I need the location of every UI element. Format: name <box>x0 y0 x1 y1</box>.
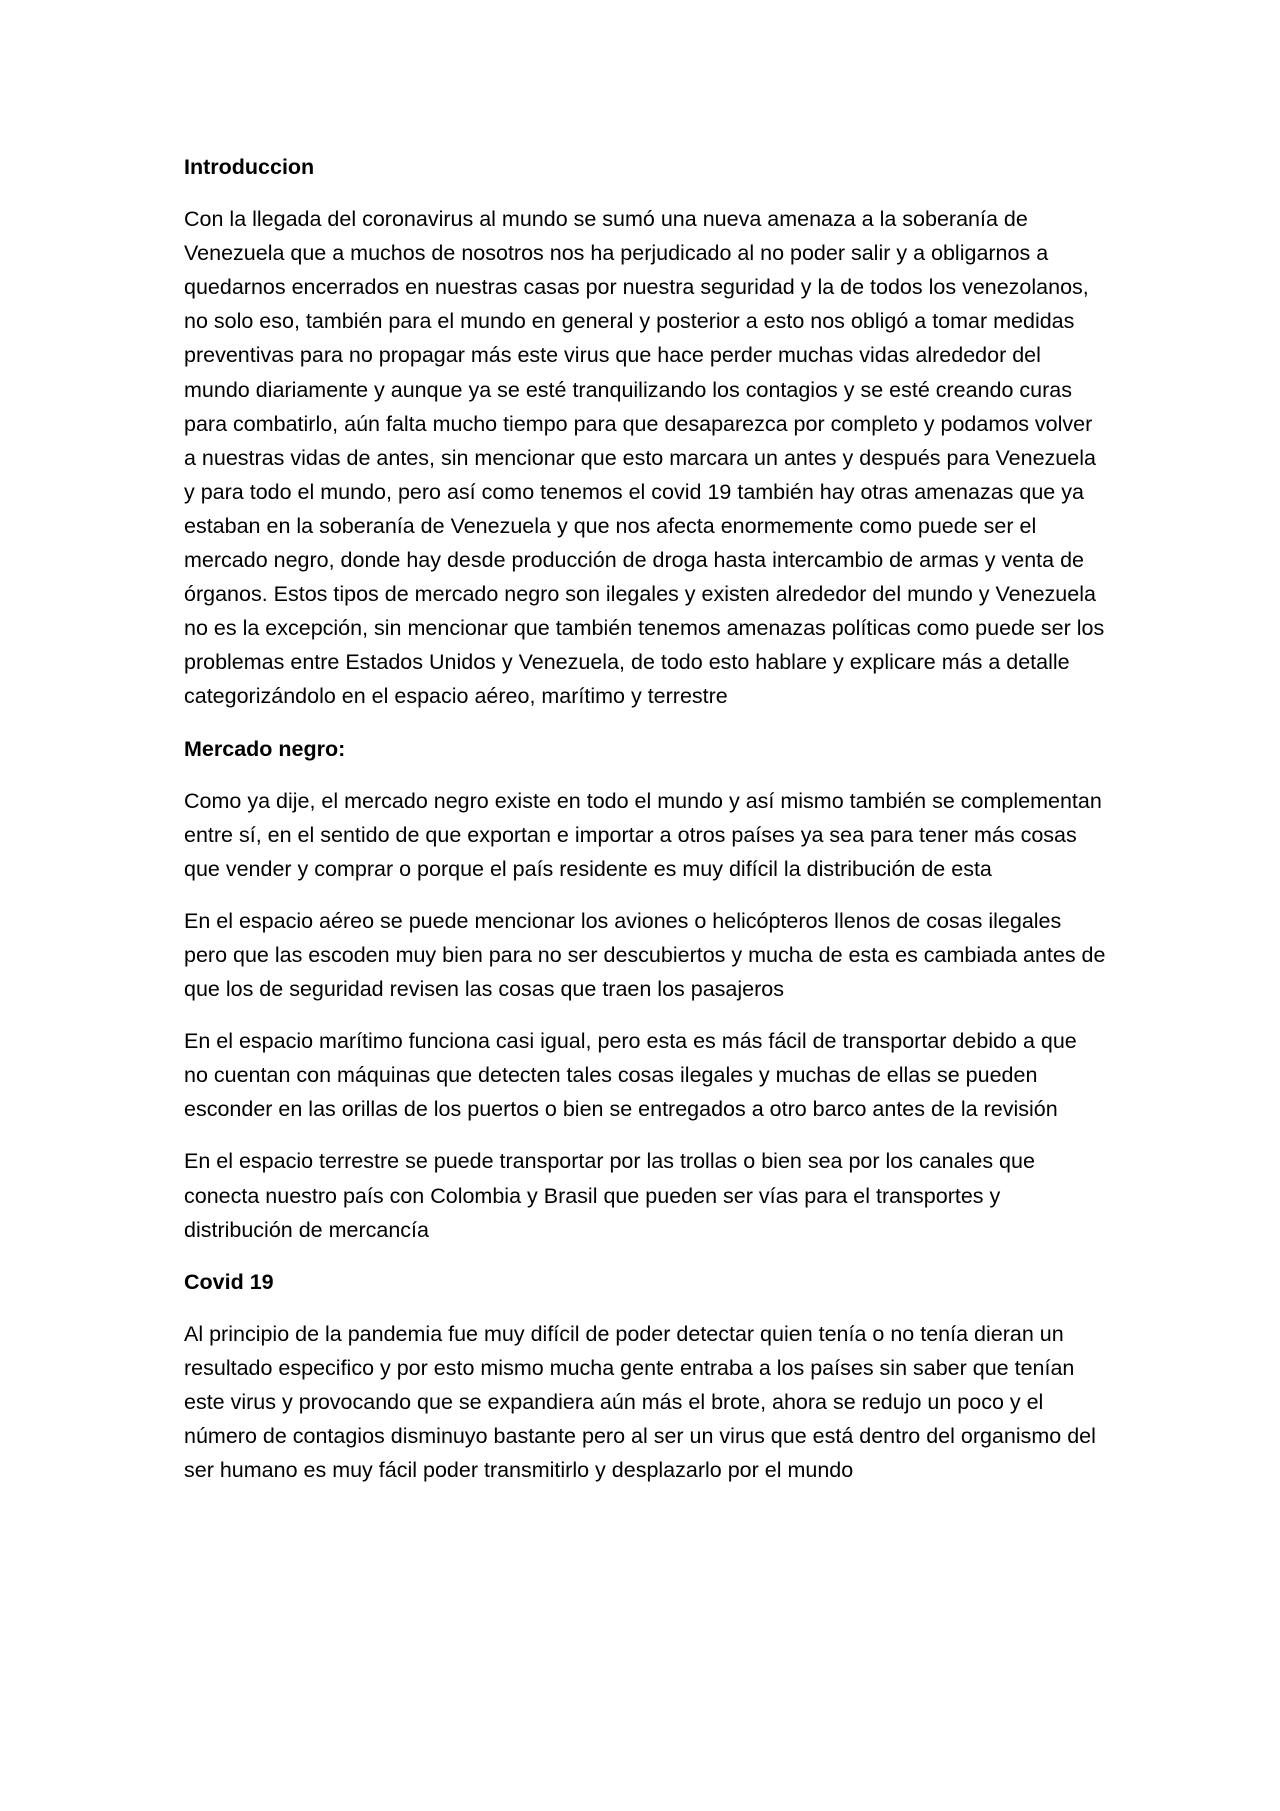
paragraph-espacio-terrestre: En el espacio terrestre se puede transportar por las trollas o bien sea por los canales que conecta nuestro país con Colombia y Brasil que pueden ser vías para el transportes y distribución de mercancía <box>184 1149 1035 1242</box>
paragraph-espacio-maritimo: En el espacio marítimo funciona casi igual, pero esta es más fácil de transportar debido a que no cuentan con máquinas que detecten tales cosas ilegales y muchas de ellas se pueden esconder en las orillas de los puertos o bien se entregados a otro barco antes de la revisión <box>184 1029 1077 1122</box>
section-heading-introduccion: Introduccion <box>184 155 315 179</box>
section-heading-mercado-negro: Mercado negro: <box>184 736 346 761</box>
paragraph-espacio-aereo: En el espacio aéreo se puede mencionar los aviones o helicópteros llenos de cosas ilegales pero que las escoden muy bien para no ser descubiertos y mucha de esta es cambiada antes de que los de seguridad revisen las cosas que traen los pasajeros <box>184 908 1106 1002</box>
section-heading-covid-19: Covid 19 <box>184 1269 274 1294</box>
paragraph-mercado-negro-general: Como ya dije, el mercado negro existe en todo el mundo y así mismo también se complementan entre sí, en el sentido de que exportan e importar a otros países ya sea para tener más cosas que vender y comprar o porque el país residente es muy difícil la distribución de esta <box>184 788 1102 881</box>
paragraph-covid-19: Al principio de la pandemia fue muy difícil de poder detectar quien tenía o no tenía dieran un resultado especifico y por esto mismo mucha gente entraba a los países sin saber que tenían este virus y provocando que se expandiera aún más el brote, ahora se redujo un poco y el número de contagios disminuyo bastante pero al ser un virus que está dentro del organismo del ser humano es muy fácil poder transmitirlo y desplazarlo por el mundo <box>184 1321 1096 1483</box>
paragraph-introduccion: Con la llegada del coronavirus al mundo se sumó una nueva amenaza a la soberanía de Venezuela que a muchos de nosotros nos ha perjudicado al no poder salir y a obligarnos a quedarnos encerrados en nuestras casas por nuestra seguridad y la de todos los venezolanos, no solo eso, también para el mundo en general y posterior a esto nos obligó a tomar medidas preventivas para no propagar más este virus que hace perder muchas vidas alrededor del mundo diariamente y aunque ya se esté tranquilizando los contagios y se esté creando curas para combatirlo, aún falta mucho tiempo para que desaparezca por completo y podamos volver a nuestras vidas de antes, sin mencionar que esto marcara un antes y después para Venezuela y para todo el mundo, pero así como tenemos el covid 19 también hay otras amenazas que ya estaban en la soberanía de Venezuela y que nos afecta enormemente como puede ser el mercado negro, donde hay desde producción de droga hasta intercambio de armas y venta de órganos. Estos tipos de mercado negro son ilegales y existen alrededor del mundo y Venezuela no es la excepción, sin mencionar que también tenemos amenazas políticas como puede ser los problemas entre Estados Unidos y Venezuela, de todo esto hablare y explicare más a detalle categorizándolo en el espacio aéreo, marítimo y terrestre <box>184 207 1105 709</box>
document-body <box>184 150 1106 1505</box>
